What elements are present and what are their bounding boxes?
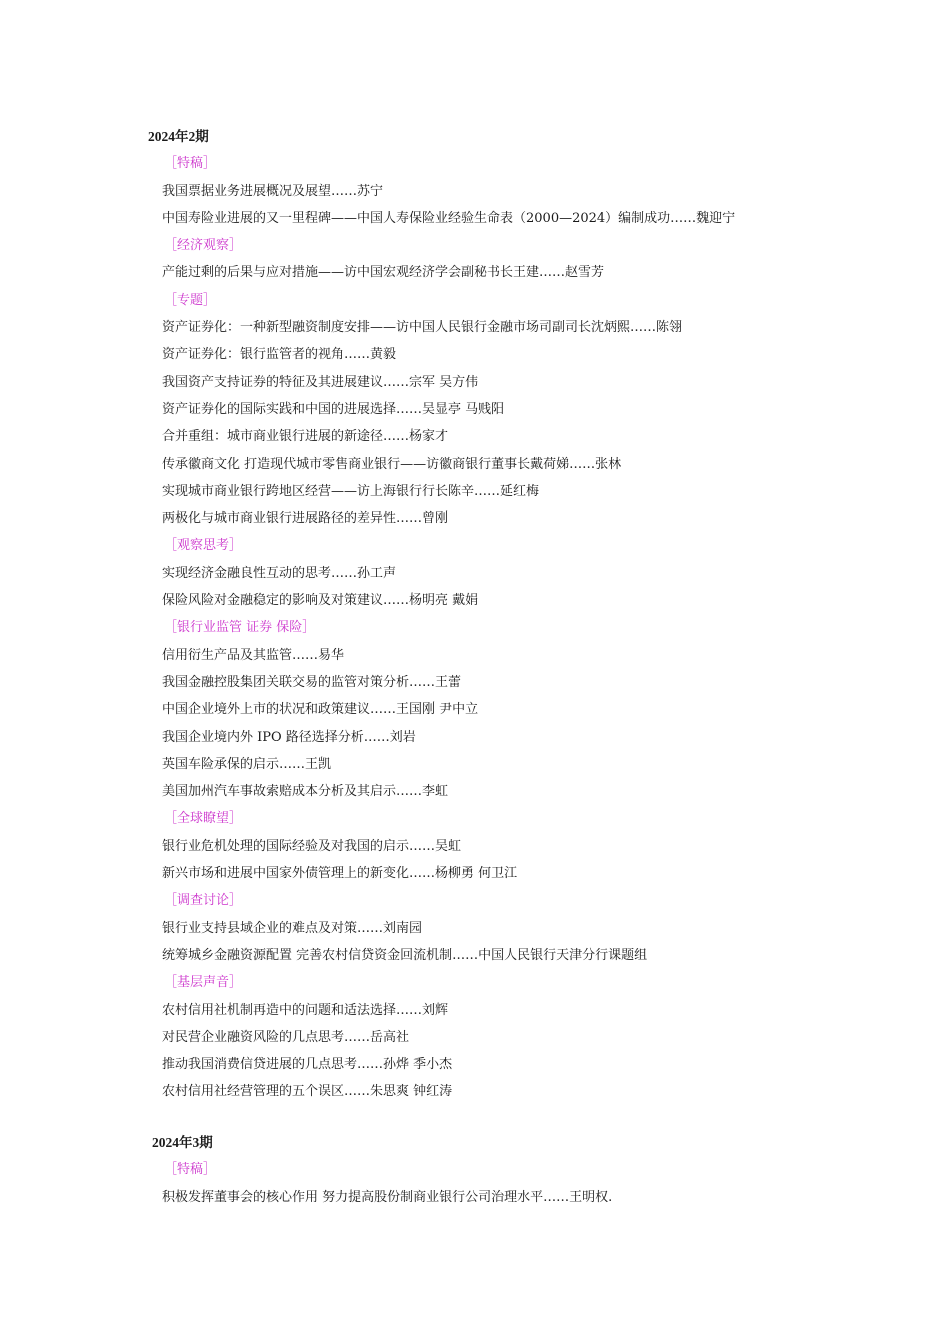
article-entry: 资产证券化的国际实践和中国的进展选择……吴显亭 马贱阳 xyxy=(162,401,505,417)
article-entry: 我国资产支持证券的特征及其进展建议……宗军 吴方伟 xyxy=(162,374,479,390)
article-entry: 我国金融控股集团关联交易的监管对策分析……王蕾 xyxy=(162,674,462,690)
article-entry: 农村信用社机制再造中的问题和适法选择……刘辉 xyxy=(162,1002,449,1018)
section-heading: ［经济观察］ xyxy=(164,238,243,254)
article-entry: 推动我国消费信贷进展的几点思考……孙烨 季小杰 xyxy=(162,1057,453,1073)
section-heading: ［全球瞭望］ xyxy=(164,811,243,827)
article-entry: 两极化与城市商业银行进展路径的差异性……曾刚 xyxy=(162,511,449,527)
issue-block xyxy=(148,123,735,1106)
article-entry: 传承徽商文化 打造现代城市零售商业银行——访徽商银行董事长戴荷娣……张林 xyxy=(162,456,622,472)
section-heading: ［特稿］ xyxy=(164,156,217,172)
article-entry: 统筹城乡金融资源配置 完善农村信贷资金回流机制……中国人民银行天津分行课题组 xyxy=(162,947,648,963)
issue-block xyxy=(152,1129,612,1211)
article-entry: 保险风险对金融稳定的影响及对策建议……杨明亮 戴娟 xyxy=(162,593,479,609)
article-entry: 对民营企业融资风险的几点思考……岳高社 xyxy=(162,1029,410,1045)
section-heading: ［专题］ xyxy=(164,292,217,308)
article-entry: 实现城市商业银行跨地区经营——访上海银行行长陈辛……延红梅 xyxy=(162,483,540,499)
article-entry: 美国加州汽车事故索赔成本分析及其启示……李虹 xyxy=(162,784,449,800)
article-entry: 资产证券化：银行监管者的视角……黄毅 xyxy=(162,347,397,363)
article-entry: 英国车险承保的启示……王凯 xyxy=(162,756,332,772)
section-heading: ［观察思考］ xyxy=(164,538,243,554)
section-heading: ［调查讨论］ xyxy=(164,893,243,909)
section-heading: ［基层声音］ xyxy=(164,975,243,991)
issue-title: 2024年2期 xyxy=(148,129,209,144)
article-entry: 合并重组：城市商业银行进展的新途径……杨家才 xyxy=(162,429,449,445)
article-entry: 银行业支持县域企业的难点及对策……刘南园 xyxy=(162,920,423,936)
article-entry: 我国票据业务进展概况及展望……苏宁 xyxy=(162,183,384,199)
article-entry: 我国企业境内外 IPO 路径选择分析……刘岩 xyxy=(162,729,416,745)
article-entry: 实现经济金融良性互动的思考……孙工声 xyxy=(162,565,397,581)
section-heading: ［银行业监管 证券 保险］ xyxy=(164,620,316,636)
article-entry: 农村信用社经营管理的五个误区……朱思爽 钟红涛 xyxy=(162,1084,453,1100)
article-entry: 产能过剩的后果与应对措施——访中国宏观经济学会副秘书长王建……赵雪芳 xyxy=(162,265,605,281)
article-entry: 中国企业境外上市的状况和政策建议……王国刚 尹中立 xyxy=(162,702,479,718)
article-entry: 信用衍生产品及其监管……易华 xyxy=(162,647,345,663)
article-entry: 中国寿险业进展的又一里程碑——中国人寿保险业经验生命表（2000—2024）编制成功……魏迎宁 xyxy=(162,210,736,226)
article-entry: 银行业危机处理的国际经验及对我国的启示……吴虹 xyxy=(162,838,462,854)
article-entry: 积极发挥董事会的核心作用 努力提高股份制商业银行公司治理水平……王明权. xyxy=(162,1189,613,1205)
issue-title: 2024年3期 xyxy=(152,1135,213,1150)
article-entry: 新兴市场和进展中国家外债管理上的新变化……杨柳勇 何卫江 xyxy=(162,866,518,882)
article-entry: 资产证券化：一种新型融资制度安排——访中国人民银行金融市场司副司长沈炳熙……陈翎 xyxy=(162,320,683,336)
section-heading: ［特稿］ xyxy=(164,1162,217,1178)
